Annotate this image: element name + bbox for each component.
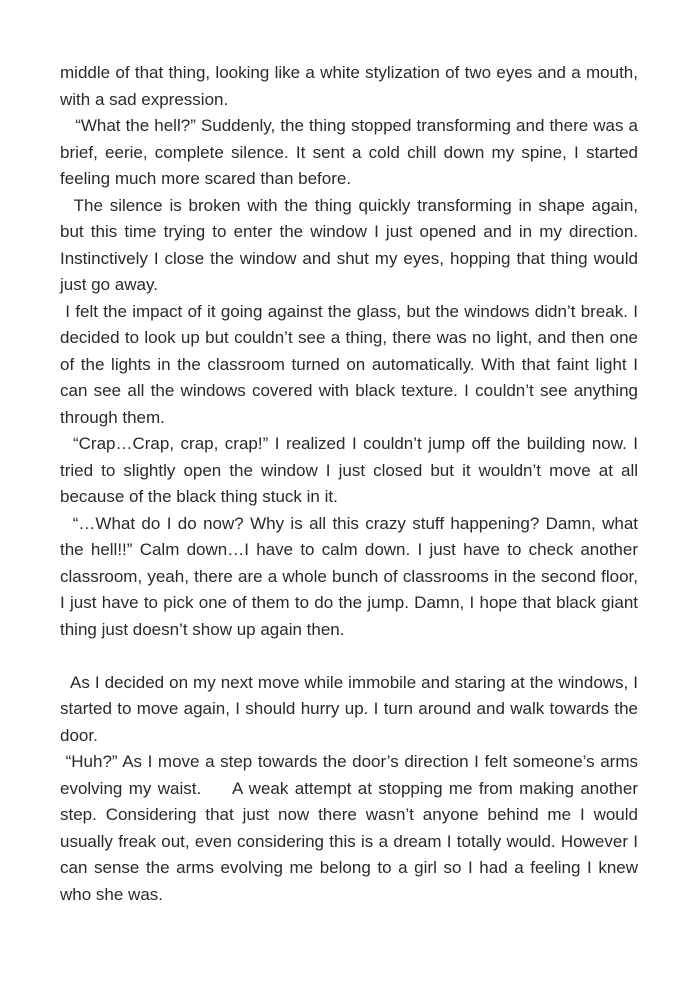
paragraph-8: “Huh?” As I move a step towards the door’s direction I felt someone’s arms evolving my waist. A weak attempt at stopping me from making another step. Considering that just now there wasn’t anyone behind me I would usually freak out, even considering this is a dream I totally would. However I can sense the arms evolving me belong to a girl so I had a feeling I knew who she was. [60, 752, 643, 904]
paragraph-spacer [60, 643, 638, 670]
paragraph-6: “…What do I do now? Why is all this crazy stuff happening? Damn, what the hell!!” Calm down…I have to calm down. I just have to check another classroom, yeah, there are a whole bunch of classrooms in the second floor, I just have to pick one of them to do the jump. Damn, I hope that black giant thing just doesn’t show up again then. [60, 513, 643, 639]
paragraph-5: “Crap…Crap, crap, crap!” I realized I couldn’t jump off the building now. I tried to slightly open the window I just closed but it wouldn’t move at all because of the black thing stuck in it. [60, 434, 643, 506]
paragraph-4: I felt the impact of it going against the glass, but the windows didn’t break. I decided to look up but couldn’t see a thing, there was no light, and then one of the lights in the classroom turned on automatically. With that faint light I can see all the windows covered with black texture. I couldn’t see anything through them. [60, 301, 643, 427]
paragraph-7: As I decided on my next move while immobile and staring at the windows, I started to move again, I should hurry up. I turn around and walk towards the door. [60, 672, 643, 745]
paragraph-3: The silence is broken with the thing quickly transforming in shape again, but this time trying to enter the window I just opened and in my direction. Instinctively I close the window and shut my eyes, hopping that thing would just go away. [60, 195, 643, 294]
paragraph-2: “What the hell?” Suddenly, the thing stopped transforming and there was a brief, eerie, complete silence. It sent a cold chill down my spine, I started feeling much more scared than before. [60, 116, 643, 188]
paragraph-1: middle of that thing, looking like a white stylization of two eyes and a mouth, with a sad expression. [60, 63, 643, 109]
document-page [60, 60, 643, 908]
